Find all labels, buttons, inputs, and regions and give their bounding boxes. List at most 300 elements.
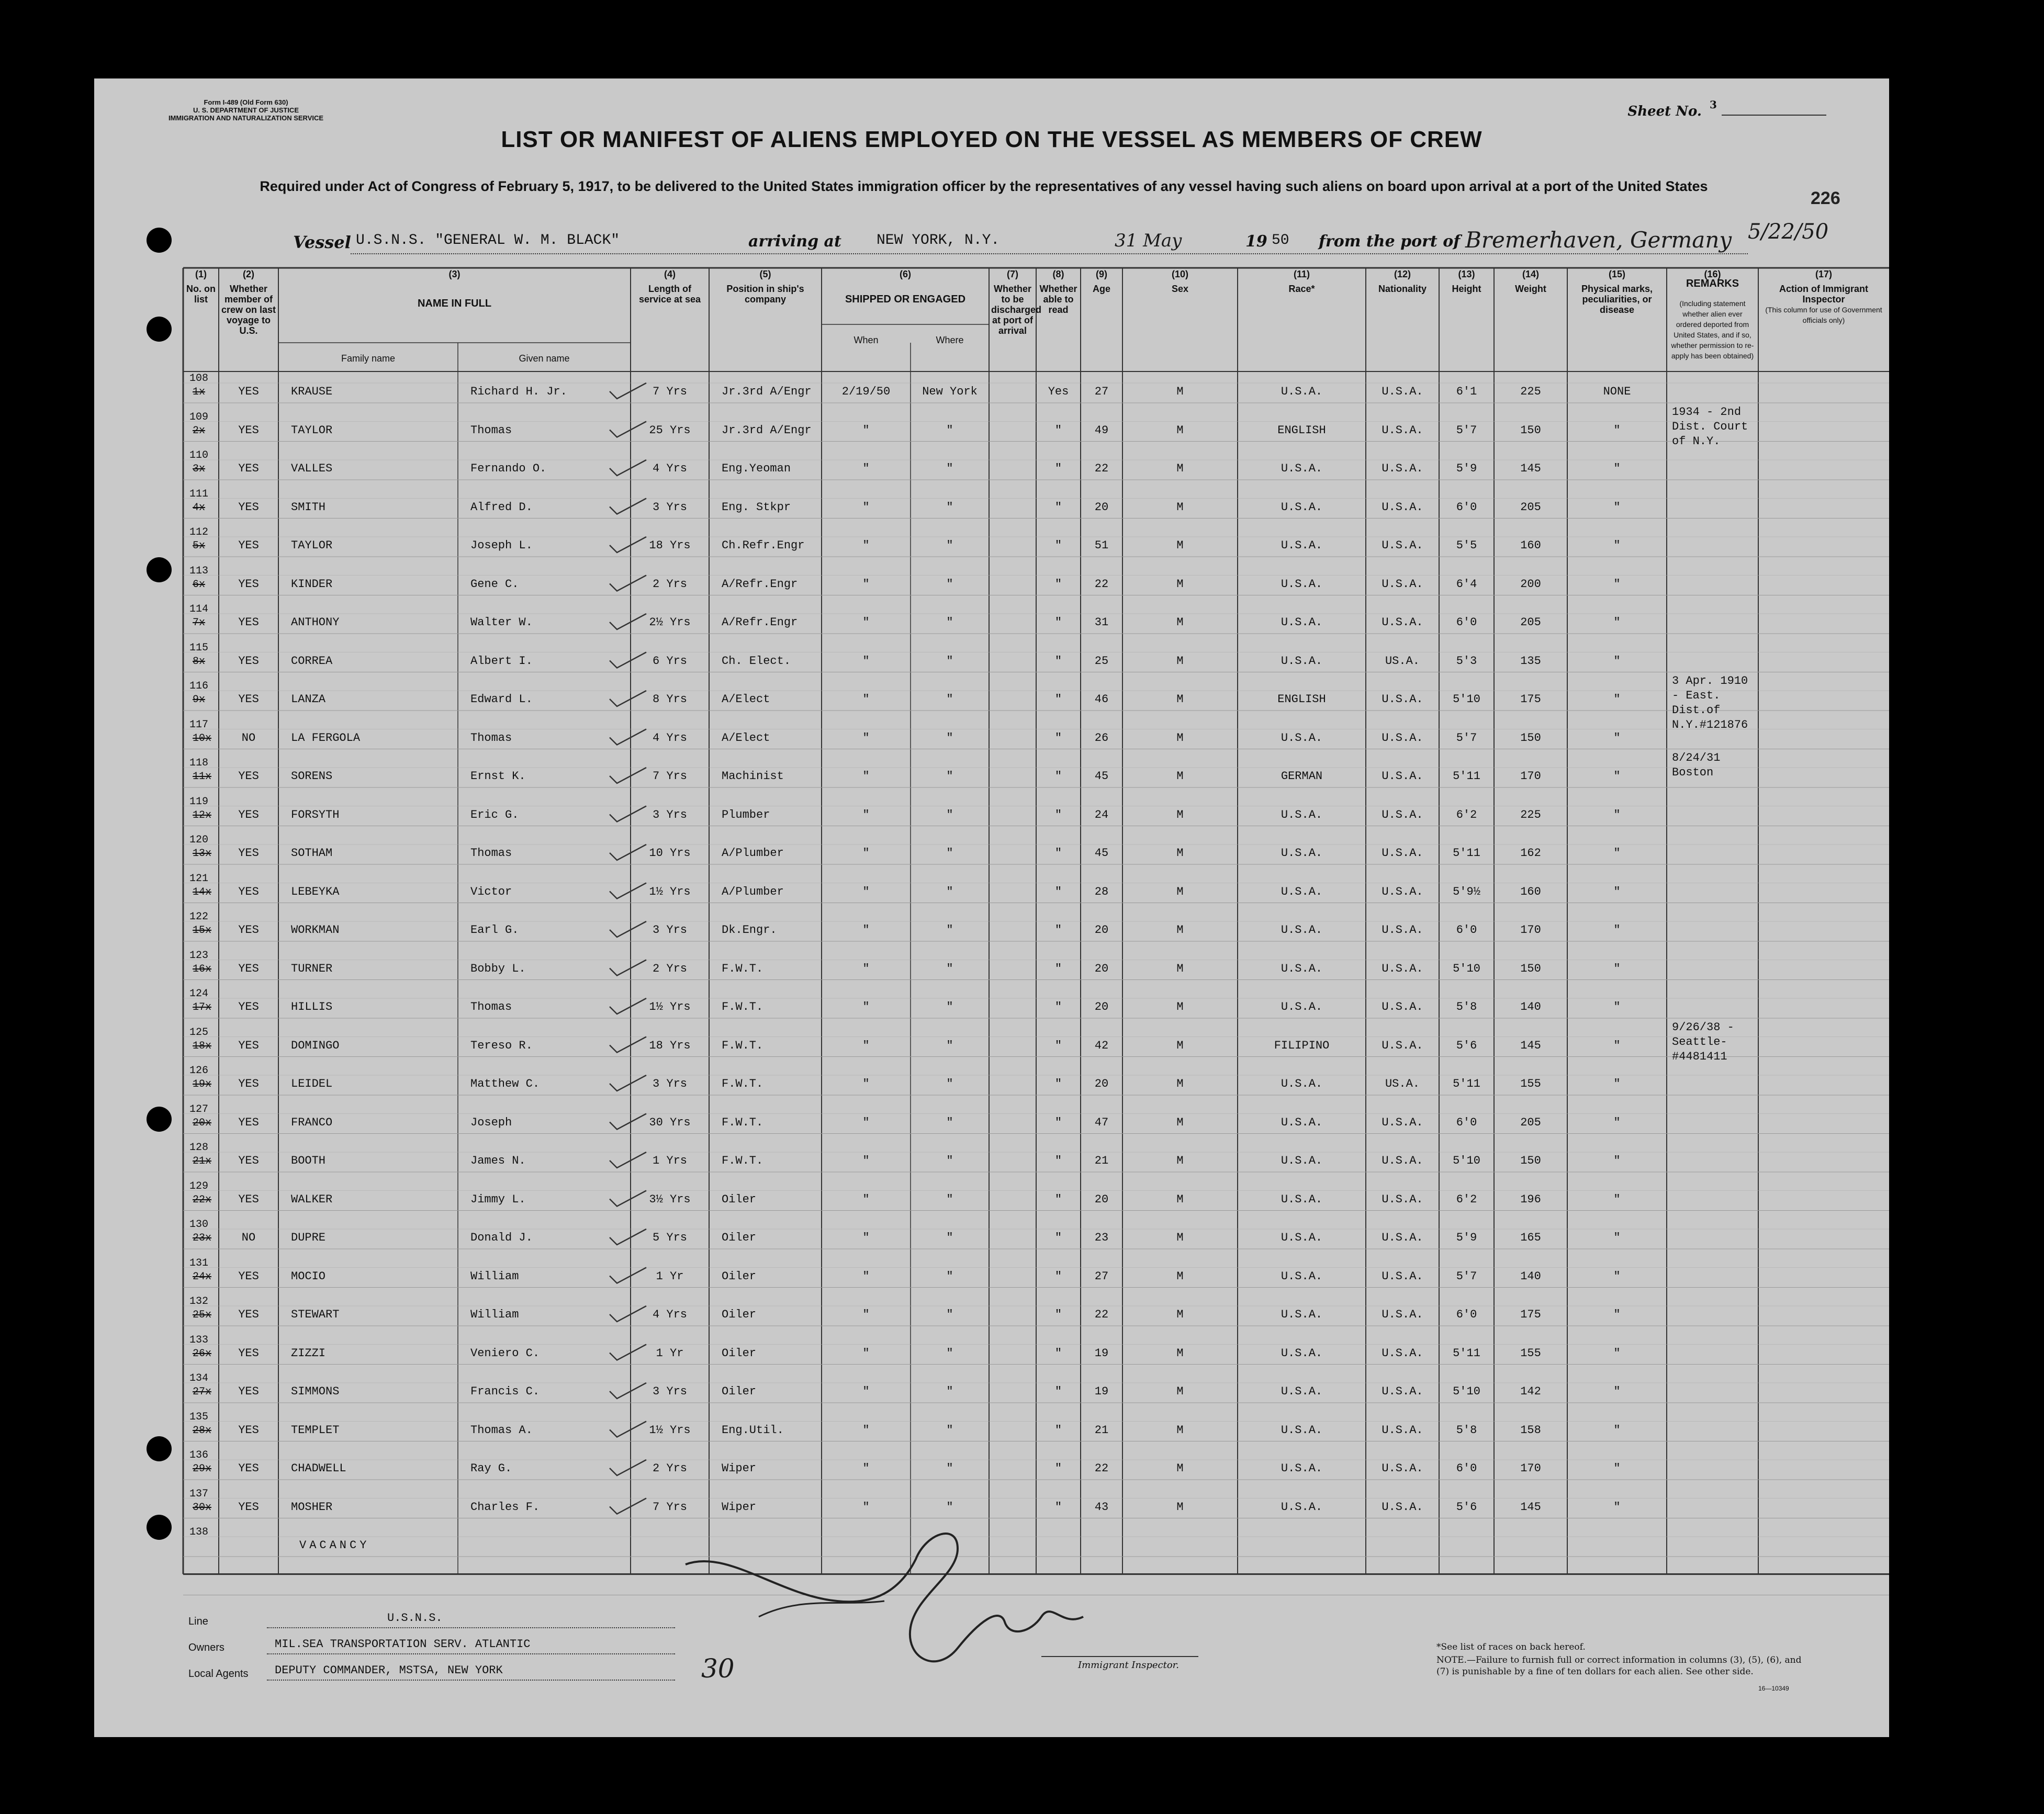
cell-marks: " xyxy=(1613,1462,1621,1475)
cell-height: 5'11 xyxy=(1453,1077,1480,1090)
old-row-number: 20x xyxy=(193,1117,212,1129)
cell-family: TAYLOR xyxy=(291,423,333,437)
cell-race: U.S.A. xyxy=(1281,1269,1323,1283)
cell-crew: YES xyxy=(238,1500,259,1514)
cell-position: Oiler xyxy=(722,1192,757,1206)
cell-crew: YES xyxy=(238,885,259,898)
cell-service: 1 Yr xyxy=(656,1346,684,1360)
cell-given: Fernando O. xyxy=(470,462,547,475)
cell-where: " xyxy=(946,847,953,860)
column-number: (6) xyxy=(900,269,911,279)
column-header: Length of service at sea xyxy=(638,284,701,305)
cell-sex: M xyxy=(1176,1462,1184,1475)
old-row-number: 10x xyxy=(193,732,212,745)
cell-family: VACANCY xyxy=(299,1539,370,1552)
cell-age: 20 xyxy=(1094,923,1109,937)
subheader-when: When xyxy=(853,335,879,345)
cell-service: 1 Yrs xyxy=(652,1154,687,1167)
cell-crew: YES xyxy=(238,770,259,783)
cell-where: " xyxy=(946,923,953,937)
cell-sex: M xyxy=(1176,731,1184,745)
cell-marks: " xyxy=(1613,770,1621,783)
cell-position: Jr.3rd A/Engr xyxy=(722,385,812,398)
old-row-number: 13x xyxy=(193,848,212,860)
cell-height: 6'0 xyxy=(1456,1308,1477,1321)
cell-weight: 170 xyxy=(1520,770,1541,783)
cell-family: KRAUSE xyxy=(291,385,333,398)
cell-crew: YES xyxy=(238,462,259,475)
cell-given: Walter W. xyxy=(470,616,533,629)
vessel-name: U.S.N.S. "GENERAL W. M. BLACK" xyxy=(356,232,620,249)
cell-weight: 170 xyxy=(1520,923,1541,937)
cell-read: " xyxy=(1054,1154,1062,1167)
cell-when: " xyxy=(862,1385,870,1398)
column-header: Sex xyxy=(1171,284,1189,294)
column-header: No. on list xyxy=(186,284,216,305)
cell-nat: U.S.A. xyxy=(1382,693,1423,706)
cell-when: " xyxy=(862,500,870,514)
old-row-number: 29x xyxy=(193,1463,212,1475)
cell-age: 24 xyxy=(1094,808,1109,821)
cell-service: 1½ Yrs xyxy=(649,885,691,898)
cell-service: 3 Yrs xyxy=(652,1385,687,1398)
cell-given: William xyxy=(470,1308,519,1321)
cell-family: MOSHER xyxy=(291,1500,333,1514)
cell-family: SMITH xyxy=(291,500,326,514)
cell-sex: M xyxy=(1176,423,1184,437)
cell-remarks: 8/24/31 Boston xyxy=(1672,751,1721,779)
cell-read: " xyxy=(1054,1039,1062,1052)
cell-height: 5'10 xyxy=(1453,693,1480,706)
cell-race: U.S.A. xyxy=(1281,1231,1323,1244)
cell-marks: " xyxy=(1613,1308,1621,1321)
cell-sex: M xyxy=(1176,616,1184,629)
cell-given: Victor xyxy=(470,885,512,898)
old-row-number: 30x xyxy=(193,1501,212,1514)
cell-race: U.S.A. xyxy=(1281,1116,1323,1129)
cell-age: 47 xyxy=(1094,1116,1109,1129)
old-row-number: 9x xyxy=(193,694,206,706)
cell-when: " xyxy=(862,1077,870,1090)
cell-weight: 205 xyxy=(1520,1116,1541,1129)
cell-family: HILLIS xyxy=(291,1000,333,1013)
column-number: (4) xyxy=(664,269,676,279)
old-row-number: 16x xyxy=(193,963,212,975)
cell-position: Plumber xyxy=(722,808,770,821)
cell-service: 4 Yrs xyxy=(652,731,687,745)
old-row-number: 24x xyxy=(193,1270,212,1283)
line-value: U.S.N.S. xyxy=(387,1612,443,1625)
cell-service: 2 Yrs xyxy=(652,577,687,591)
cell-crew: YES xyxy=(238,1423,259,1437)
cell-service: 10 Yrs xyxy=(649,847,691,860)
cell-where: " xyxy=(946,885,953,898)
cell-read: " xyxy=(1054,1462,1062,1475)
cell-marks: " xyxy=(1613,577,1621,591)
cell-when: 2/19/50 xyxy=(841,385,891,398)
row-number: 125 xyxy=(189,1026,209,1039)
cell-service: 3 Yrs xyxy=(652,1077,687,1090)
row-number: 137 xyxy=(189,1488,209,1500)
cell-service: 1½ Yrs xyxy=(649,1423,691,1437)
cell-marks: " xyxy=(1613,808,1621,821)
cell-sex: M xyxy=(1176,808,1184,821)
cell-service: 18 Yrs xyxy=(649,1039,691,1052)
cell-given: Francis C. xyxy=(470,1385,540,1398)
cell-weight: 162 xyxy=(1520,847,1541,860)
cell-marks: " xyxy=(1613,500,1621,514)
cell-read: " xyxy=(1054,462,1062,475)
cell-weight: 175 xyxy=(1520,1308,1541,1321)
row-number: 111 xyxy=(189,488,209,500)
cell-weight: 160 xyxy=(1520,885,1541,898)
cell-service: 7 Yrs xyxy=(652,770,687,783)
cell-given: Charles F. xyxy=(470,1500,540,1514)
cell-weight: 165 xyxy=(1520,1231,1541,1244)
cell-sex: M xyxy=(1176,539,1184,552)
cell-service: 5 Yrs xyxy=(652,1231,687,1244)
column-number: (10) xyxy=(1171,269,1188,279)
cell-where: " xyxy=(946,1346,953,1360)
old-row-number: 26x xyxy=(193,1347,212,1360)
cell-marks: " xyxy=(1613,1231,1621,1244)
cell-when: " xyxy=(862,731,870,745)
old-row-number: 21x xyxy=(193,1155,212,1167)
cell-when: " xyxy=(862,1423,870,1437)
cell-position: A/Refr.Engr xyxy=(722,616,798,629)
cell-read: " xyxy=(1054,923,1062,937)
cell-weight: 155 xyxy=(1520,1077,1541,1090)
cell-when: " xyxy=(862,1346,870,1360)
cell-position: A/Elect xyxy=(722,731,770,745)
cell-nat: U.S.A. xyxy=(1382,1154,1423,1167)
cell-marks: NONE xyxy=(1603,385,1631,398)
cell-crew: YES xyxy=(238,962,259,975)
inspector-signature xyxy=(665,1517,1136,1690)
cell-when: " xyxy=(862,654,870,668)
cell-nat: U.S.A. xyxy=(1382,1308,1423,1321)
cell-when: " xyxy=(862,923,870,937)
cell-given: James N. xyxy=(470,1154,526,1167)
inspector-label: Immigrant Inspector. xyxy=(1078,1660,1180,1671)
cell-service: 1½ Yrs xyxy=(649,1000,691,1013)
cell-where: " xyxy=(946,462,953,475)
cell-nat: U.S.A. xyxy=(1382,1231,1423,1244)
cell-marks: " xyxy=(1613,1269,1621,1283)
cell-position: Oiler xyxy=(722,1346,757,1360)
row-number: 124 xyxy=(189,988,209,1000)
cell-height: 6'1 xyxy=(1456,385,1477,398)
cell-remarks: 9/26/38 - Seattle-#4481411 xyxy=(1672,1020,1734,1063)
cell-crew: YES xyxy=(238,847,259,860)
cell-crew: YES xyxy=(238,385,259,398)
cell-position: Eng.Util. xyxy=(722,1423,784,1437)
column-number: (3) xyxy=(448,269,461,279)
row-number: 121 xyxy=(189,872,209,885)
cell-family: TEMPLET xyxy=(291,1423,340,1437)
cell-family: FORSYTH xyxy=(291,808,340,821)
cell-given: Tereso R. xyxy=(470,1039,533,1052)
owners-value: MIL.SEA TRANSPORTATION SERV. ATLANTIC xyxy=(275,1638,531,1651)
cell-weight: 205 xyxy=(1520,616,1541,629)
row-number: 108 xyxy=(189,373,209,385)
column-number: (5) xyxy=(759,269,771,279)
old-row-number: 27x xyxy=(193,1386,212,1398)
column-header: Position in ship's company xyxy=(726,284,804,305)
cell-height: 5'10 xyxy=(1453,1385,1480,1398)
cell-read: " xyxy=(1054,1500,1062,1514)
cell-age: 21 xyxy=(1094,1154,1109,1167)
cell-height: 6'0 xyxy=(1456,500,1477,514)
cell-sex: M xyxy=(1176,923,1184,937)
cell-marks: " xyxy=(1613,616,1621,629)
cell-position: A/Elect xyxy=(722,693,770,706)
cell-race: U.S.A. xyxy=(1281,1308,1323,1321)
row-number: 110 xyxy=(189,449,209,461)
cell-race: U.S.A. xyxy=(1281,500,1323,514)
cell-height: 5'6 xyxy=(1456,1500,1477,1514)
cell-race: U.S.A. xyxy=(1281,923,1323,937)
cell-position: Wiper xyxy=(722,1500,757,1514)
cell-marks: " xyxy=(1613,693,1621,706)
column-number: (14) xyxy=(1522,269,1539,279)
cell-when: " xyxy=(862,1269,870,1283)
column-header: Nationality xyxy=(1378,284,1427,294)
handwritten-count: 30 xyxy=(701,1653,735,1684)
cell-when: " xyxy=(862,1154,870,1167)
old-row-number: 22x xyxy=(193,1193,212,1206)
cell-read: " xyxy=(1054,539,1062,552)
cell-given: Eric G. xyxy=(470,808,519,821)
cell-crew: YES xyxy=(238,1039,259,1052)
cell-height: 5'7 xyxy=(1456,1269,1477,1283)
cell-crew: YES xyxy=(238,1346,259,1360)
cell-race: U.S.A. xyxy=(1281,1500,1323,1514)
cell-marks: " xyxy=(1613,1346,1621,1360)
fine-note: NOTE.—Failure to furnish full or correct information in columns (3), (5), (6), and (7) is punishable by a fine of ten dollars for each alien. See other side. xyxy=(1436,1655,1802,1677)
vessel-label: Vessel xyxy=(293,232,351,252)
cell-where: " xyxy=(946,770,953,783)
cell-race: U.S.A. xyxy=(1281,731,1323,745)
cell-position: F.W.T. xyxy=(722,1154,763,1167)
cell-age: 27 xyxy=(1094,1269,1109,1283)
column-number: (13) xyxy=(1458,269,1475,279)
cell-crew: NO xyxy=(241,1231,256,1244)
cell-where: " xyxy=(946,423,953,437)
cell-height: 6'0 xyxy=(1456,1462,1477,1475)
old-row-number: 2x xyxy=(193,424,206,437)
cell-read: " xyxy=(1054,1000,1062,1013)
cell-height: 5'11 xyxy=(1453,847,1480,860)
cell-position: Ch. Elect. xyxy=(722,654,791,668)
cell-sex: M xyxy=(1176,1192,1184,1206)
cell-family: SOTHAM xyxy=(291,847,333,860)
subheader-where: Where xyxy=(936,335,964,345)
row-number: 109 xyxy=(189,411,209,423)
old-row-number: 18x xyxy=(193,1040,212,1052)
cell-nat: U.S.A. xyxy=(1382,885,1423,898)
cell-sex: M xyxy=(1176,847,1184,860)
cell-family: MOCIO xyxy=(291,1269,326,1283)
cell-nat: U.S.A. xyxy=(1382,462,1423,475)
cell-weight: 142 xyxy=(1520,1385,1541,1398)
cell-given: Earl G. xyxy=(470,923,519,937)
cell-when: " xyxy=(862,1308,870,1321)
cell-sex: M xyxy=(1176,1269,1184,1283)
cell-race: U.S.A. xyxy=(1281,1423,1323,1437)
cell-crew: YES xyxy=(238,1462,259,1475)
cell-age: 31 xyxy=(1094,616,1109,629)
cell-remarks: 3 Apr. 1910 - East. Dist.of N.Y.#121876 xyxy=(1672,674,1748,731)
cell-marks: " xyxy=(1613,539,1621,552)
cell-age: 22 xyxy=(1094,577,1109,591)
from-label: from the port of xyxy=(1319,232,1461,251)
cell-nat: U.S.A. xyxy=(1382,1500,1423,1514)
old-row-number: 15x xyxy=(193,925,212,937)
cell-nat: U.S.A. xyxy=(1382,962,1423,975)
cell-weight: 160 xyxy=(1520,539,1541,552)
cell-position: Eng. Stkpr xyxy=(722,500,791,514)
cell-where: " xyxy=(946,693,953,706)
cell-height: 5'8 xyxy=(1456,1000,1477,1013)
cell-when: " xyxy=(862,847,870,860)
cell-service: 2 Yrs xyxy=(652,1462,687,1475)
cell-height: 5'5 xyxy=(1456,539,1477,552)
cell-race: U.S.A. xyxy=(1281,654,1323,668)
cell-height: 5'7 xyxy=(1456,423,1477,437)
cell-family: LA FERGOLA xyxy=(291,731,361,745)
cell-read: " xyxy=(1054,423,1062,437)
manifest-page xyxy=(94,78,1889,1737)
cell-race: U.S.A. xyxy=(1281,462,1323,475)
cell-sex: M xyxy=(1176,770,1184,783)
cell-when: " xyxy=(862,1500,870,1514)
cell-position: Oiler xyxy=(722,1269,757,1283)
cell-height: 5'7 xyxy=(1456,731,1477,745)
cell-nat: U.S.A. xyxy=(1382,1039,1423,1052)
cell-crew: YES xyxy=(238,1269,259,1283)
owners-label: Owners xyxy=(188,1642,224,1653)
cell-nat: U.S.A. xyxy=(1382,1423,1423,1437)
cell-given: Thomas xyxy=(470,423,512,437)
cell-crew: YES xyxy=(238,616,259,629)
subheader-family-name: Family name xyxy=(341,353,396,364)
cell-family: TAYLOR xyxy=(291,539,333,552)
cell-race: FILIPINO xyxy=(1274,1039,1330,1052)
cell-family: FRANCO xyxy=(291,1116,333,1129)
cell-weight: 150 xyxy=(1520,423,1541,437)
cell-nat: U.S.A. xyxy=(1382,1385,1423,1398)
cell-weight: 225 xyxy=(1520,385,1541,398)
row-number: 135 xyxy=(189,1411,209,1423)
cell-service: 4 Yrs xyxy=(652,462,687,475)
arriving-label: arriving at xyxy=(748,232,841,251)
cell-weight: 158 xyxy=(1520,1423,1541,1437)
cell-position: F.W.T. xyxy=(722,1000,763,1013)
cell-sex: M xyxy=(1176,1308,1184,1321)
cell-service: 3 Yrs xyxy=(652,808,687,821)
cell-family: ANTHONY xyxy=(291,616,340,629)
cell-age: 23 xyxy=(1094,1231,1109,1244)
cell-sex: M xyxy=(1176,1231,1184,1244)
old-row-number: 17x xyxy=(193,1001,212,1013)
cell-marks: " xyxy=(1613,1000,1621,1013)
cell-where: New York xyxy=(922,385,978,398)
cell-given: Thomas A. xyxy=(470,1423,533,1437)
column-header: REMARKS xyxy=(1686,278,1739,289)
cell-service: 3 Yrs xyxy=(652,500,687,514)
cell-sex: M xyxy=(1176,1346,1184,1360)
cell-read: " xyxy=(1054,1192,1062,1206)
cell-weight: 150 xyxy=(1520,731,1541,745)
cell-where: " xyxy=(946,654,953,668)
cell-marks: " xyxy=(1613,1423,1621,1437)
cell-age: 20 xyxy=(1094,1192,1109,1206)
cell-sex: M xyxy=(1176,1039,1184,1052)
row-number: 132 xyxy=(189,1295,209,1308)
cell-sex: M xyxy=(1176,1077,1184,1090)
agents-value: DEPUTY COMMANDER, MSTSA, NEW YORK xyxy=(275,1664,503,1677)
cell-given: Thomas xyxy=(470,731,512,745)
cell-height: 6'4 xyxy=(1456,577,1477,591)
cell-family: CHADWELL xyxy=(291,1462,346,1475)
cell-service: 7 Yrs xyxy=(652,1500,687,1514)
cell-crew: YES xyxy=(238,577,259,591)
cell-read: " xyxy=(1054,770,1062,783)
cell-height: 5'6 xyxy=(1456,1039,1477,1052)
cell-sex: M xyxy=(1176,1385,1184,1398)
cell-height: 5'11 xyxy=(1453,770,1480,783)
row-number: 113 xyxy=(189,565,209,577)
cell-read: " xyxy=(1054,616,1062,629)
cell-position: Oiler xyxy=(722,1385,757,1398)
cell-family: TURNER xyxy=(291,962,333,975)
cell-weight: 140 xyxy=(1520,1269,1541,1283)
cell-service: 7 Yrs xyxy=(652,385,687,398)
cell-given: Gene C. xyxy=(470,577,519,591)
cell-family: VALLES xyxy=(291,462,333,475)
cell-when: " xyxy=(862,885,870,898)
cell-given: Joseph xyxy=(470,1116,512,1129)
cell-read: " xyxy=(1054,1077,1062,1090)
service-name: IMMIGRATION AND NATURALIZATION SERVICE xyxy=(168,114,324,122)
cell-family: ZIZZI xyxy=(291,1346,326,1360)
cell-crew: YES xyxy=(238,1308,259,1321)
old-row-number: 23x xyxy=(193,1232,212,1244)
cell-height: 5'9½ xyxy=(1453,885,1480,898)
column-number: (1) xyxy=(195,269,207,279)
cell-service: 25 Yrs xyxy=(649,423,691,437)
cell-sex: M xyxy=(1176,962,1184,975)
column-header: Physical marks, peculiarities, or disease xyxy=(1581,284,1653,315)
department: U. S. DEPARTMENT OF JUSTICE xyxy=(193,106,299,114)
column-header: Weight xyxy=(1515,284,1546,294)
cell-service: 18 Yrs xyxy=(649,539,691,552)
cell-race: U.S.A. xyxy=(1281,1077,1323,1090)
cell-age: 20 xyxy=(1094,500,1109,514)
cell-height: 6'2 xyxy=(1456,808,1477,821)
row-number: 126 xyxy=(189,1065,209,1077)
cell-age: 42 xyxy=(1094,1039,1109,1052)
cell-nat: U.S.A. xyxy=(1382,616,1423,629)
cell-where: " xyxy=(946,1000,953,1013)
cell-read: " xyxy=(1054,808,1062,821)
row-number: 133 xyxy=(189,1334,209,1346)
cell-family: LEBEYKA xyxy=(291,885,340,898)
cell-family: DUPRE xyxy=(291,1231,326,1244)
cell-weight: 196 xyxy=(1520,1192,1541,1206)
cell-crew: YES xyxy=(238,1154,259,1167)
